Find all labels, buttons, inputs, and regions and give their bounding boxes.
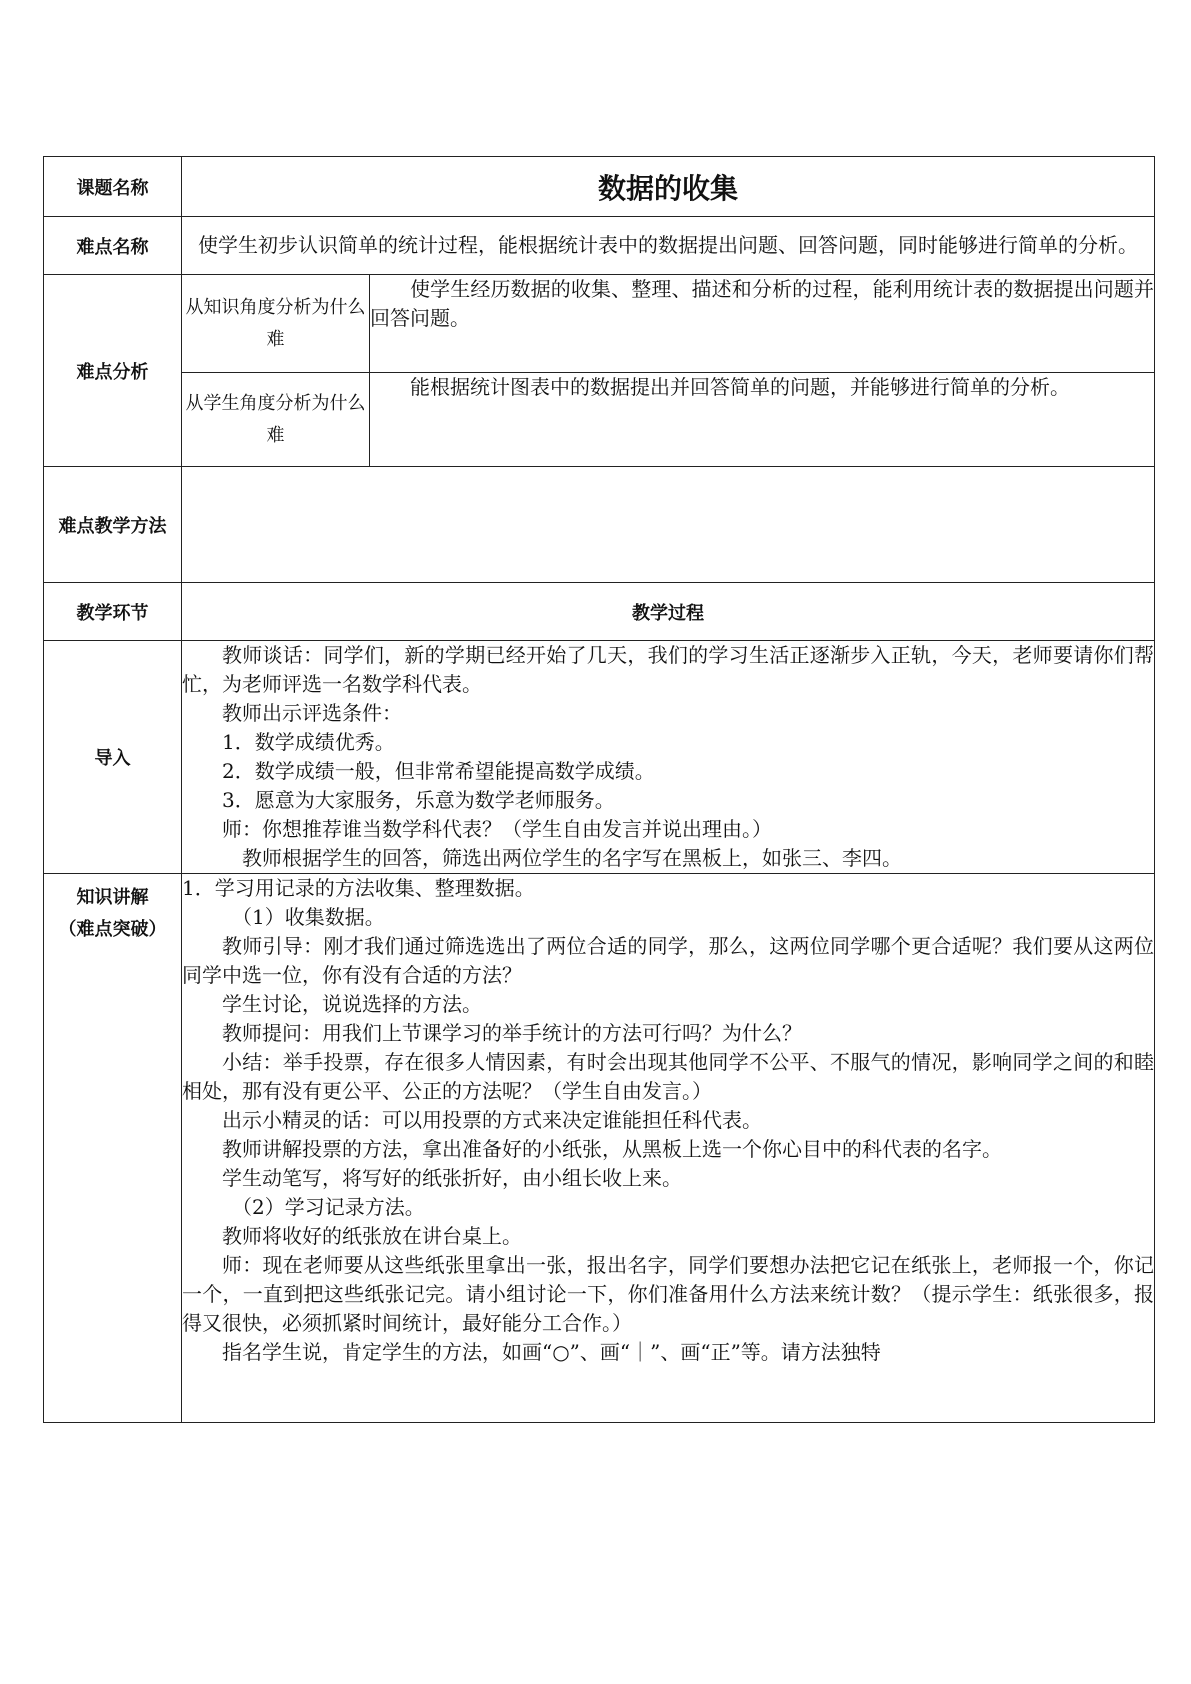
- knowledge-line: 教师引导：刚才我们通过筛选选出了两位合适的同学，那么，这两位同学哪个更合适呢？我们要从这两位同学中选一位，你有没有合适的方法？: [182, 934, 1155, 987]
- method-label: 难点教学方法: [44, 467, 182, 583]
- knowledge-line: 指名学生说，肯定学生的方法，如画“○”、画“｜”、画“正”等。请方法独特: [222, 1340, 881, 1364]
- knowledge-line: 学生讨论，说说选择的方法。: [222, 992, 482, 1016]
- topic-label: 课题名称: [44, 157, 182, 217]
- student-angle-text: [370, 373, 1155, 467]
- knowledge-line: 学生动笔写，将写好的纸张折好，由小组长收上来。: [222, 1166, 682, 1190]
- process-heading: 教学过程: [182, 583, 1155, 641]
- row-intro: [44, 641, 1155, 874]
- intro-line: 1．数学成绩优秀。: [222, 730, 395, 754]
- knowledge-line: 教师将收好的纸张放在讲台桌上。: [222, 1224, 522, 1248]
- intro-line: 2．数学成绩一般，但非常希望能提高数学成绩。: [222, 759, 655, 783]
- row-analysis-student: [44, 373, 1155, 467]
- intro-line: 教师出示评选条件：: [222, 701, 402, 725]
- intro-label: 导入: [44, 641, 182, 874]
- knowledge-line: （1）收集数据。: [232, 905, 385, 929]
- row-difficulty: [44, 217, 1155, 275]
- student-angle-label: 从学生角度分析为什么难: [182, 373, 370, 467]
- knowledge-line: 教师提问：用我们上节课学习的举手统计的方法可行吗？为什么？: [222, 1021, 802, 1045]
- knowledge-content: [182, 874, 1155, 1423]
- analysis-label: 难点分析: [44, 275, 182, 467]
- student-angle-paragraph: 能根据统计图表中的数据提出并回答简单的问题，并能够进行简单的分析。: [410, 375, 1070, 399]
- row-analysis-knowledge: [44, 275, 1155, 373]
- intro-line: 教师根据学生的回答，筛选出两位学生的名字写在黑板上，如张三、李四。: [242, 846, 902, 870]
- row-topic: [44, 157, 1155, 217]
- process-stage-label: 教学环节: [44, 583, 182, 641]
- row-method: [44, 467, 1155, 583]
- knowledge-label-line2: （难点突破）: [58, 919, 167, 940]
- knowledge-heading: 1．学习用记录的方法收集、整理数据。: [182, 876, 535, 900]
- row-knowledge: [44, 874, 1155, 1423]
- intro-line: 教师谈话：同学们，新的学期已经开始了几天，我们的学习生活正逐渐步入正轨，今天，老师要请你们帮忙，为老师评选一名数学科代表。: [182, 643, 1155, 696]
- knowledge-line: 教师讲解投票的方法，拿出准备好的小纸张，从黑板上选一个你心目中的科代表的名字。: [222, 1137, 1002, 1161]
- intro-content: [182, 641, 1155, 874]
- method-value: [182, 467, 1155, 583]
- knowledge-line: 出示小精灵的话：可以用投票的方式来决定谁能担任科代表。: [222, 1108, 762, 1132]
- knowledge-angle-label: 从知识角度分析为什么难: [182, 275, 370, 373]
- knowledge-label: [44, 874, 182, 1423]
- knowledge-angle-paragraph: 使学生经历数据的收集、整理、描述和分析的过程，能利用统计表的数据提出问题并回答问题。: [370, 277, 1155, 330]
- knowledge-content-clip: [182, 874, 1154, 1422]
- difficulty-text: 使学生初步认识简单的统计过程，能根据统计表中的数据提出问题、回答问题，同时能够进行简单的分析。: [182, 217, 1155, 275]
- knowledge-line: 小结：举手投票，存在很多人情因素，有时会出现其他同学不公平、不服气的情况，影响同学之间的和睦相处，那有没有更公平、公正的方法呢？（学生自由发言。）: [182, 1050, 1155, 1103]
- knowledge-angle-text: [370, 275, 1155, 373]
- knowledge-line: （2）学习记录方法。: [232, 1195, 425, 1219]
- intro-line: 师：你想推荐谁当数学科代表？（学生自由发言并说出理由。）: [222, 817, 772, 841]
- lesson-plan-table: [43, 156, 1155, 1423]
- topic-title: 数据的收集: [182, 157, 1155, 217]
- knowledge-line: 师：现在老师要从这些纸张里拿出一张，报出名字，同学们要想办法把它记在纸张上，老师报一个，你记一个，一直到把这些纸张记完。请小组讨论一下，你们准备用什么方法来统计数？（提示学生：纸张很多，报得又很快，必须抓紧时间统计，最好能分工合作。）: [182, 1253, 1155, 1335]
- row-process-header: [44, 583, 1155, 641]
- intro-line: 3．愿意为大家服务，乐意为数学老师服务。: [222, 788, 615, 812]
- difficulty-label: 难点名称: [44, 217, 182, 275]
- knowledge-label-line1: 知识讲解: [76, 887, 149, 908]
